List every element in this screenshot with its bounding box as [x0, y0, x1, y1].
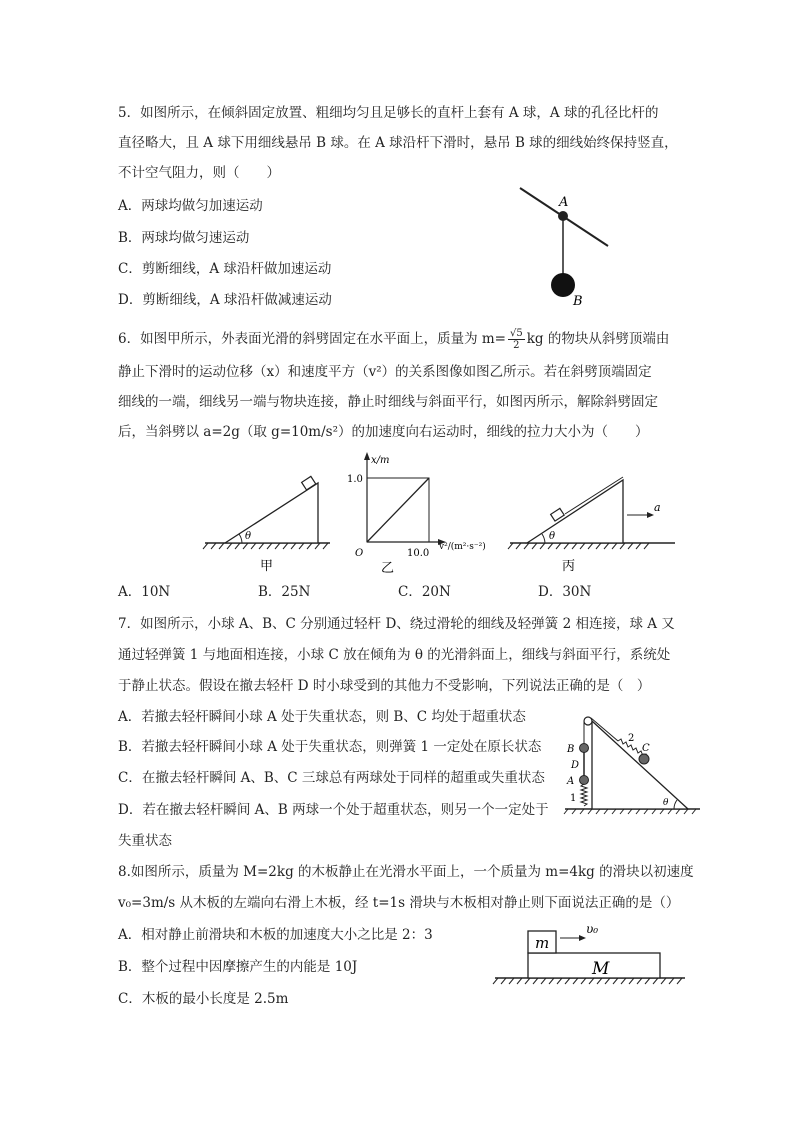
q6-stem-post: kg 的物块从斜劈顶端由: [526, 331, 670, 347]
q6-stem-line-2: 静止下滑时的运动位移（x）和速度平方（v²）的关系图像如图乙所示。若在斜劈顶端固定: [118, 364, 652, 380]
label-b: B: [573, 294, 583, 307]
q6-option-c: C．20N: [398, 584, 451, 600]
q7-stem-line-2: 通过轻弹簧 1 与地面相连接，小球 C 放在倾角为 θ 的光滑斜面上，细线与斜面平行，系统处: [118, 647, 671, 663]
label-m: m: [535, 934, 550, 952]
spring-1: [581, 784, 587, 806]
ball-a: [580, 776, 589, 785]
label-a: A: [567, 776, 575, 787]
q5-option-b: B．两球均做匀速运动: [118, 230, 250, 246]
q8-option-b: B．整个过程中因摩擦产生的内能是 10J: [118, 959, 358, 975]
q6-fig-bing: [505, 465, 680, 575]
q7-option-b: B．若撤去轻杆瞬间小球 A 处于失重状态，则弹簧 1 一定处在原长状态: [118, 739, 542, 755]
q7-option-c: C．在撤去轻杆瞬间 A、B、C 三球总有两球处于同样的超重或失重状态: [118, 770, 545, 786]
q6-option-b: B．25N: [258, 584, 311, 600]
label-theta: θ: [663, 798, 669, 808]
ball-b: [580, 744, 589, 753]
theta-label: θ: [549, 531, 556, 542]
q6-stem-line-4: 后，当斜劈以 a=2g（取 g=10m/s²）的加速度向右运动时，细线的拉力大小为（ ）: [118, 424, 649, 440]
q6-option-a: A．10N: [118, 584, 171, 600]
label-d: D: [571, 760, 580, 771]
q5-option-d: D．剪断细线，A 球沿杆做减速运动: [118, 292, 332, 308]
caption-yi: 乙: [381, 561, 395, 575]
q5-stem-line-1: 5．如图所示，在倾斜固定放置、粗细均匀且足够长的直杆上套有 A 球，A 球的孔径比杆的: [118, 105, 659, 121]
q6-stem-line-3: 细线的一端，细线另一端与物块连接，静止时细线与斜面平行，如图丙所示，解除斜劈固定: [118, 394, 658, 410]
q7-option-d-cont: 失重状态: [118, 833, 172, 849]
label-M: M: [592, 959, 610, 979]
label-v0: υ₀: [586, 922, 599, 936]
q8-stem-line-2: v₀=3m/s 从木板的左端向右滑上木板，经 t=1s 滑块与木板相对静止则下面说法正确的是（）: [118, 895, 680, 911]
q8-option-c: C．木板的最小长度是 2.5m: [118, 991, 289, 1007]
incline: [592, 721, 688, 809]
wedge: [225, 483, 318, 543]
q7-pulley-figure: [560, 713, 705, 816]
q5-option-a: A．两球均做匀加速运动: [118, 198, 263, 214]
graph-line: [367, 478, 429, 542]
q8-board-figure: [490, 918, 690, 996]
q7-stem-line-1: 7．如图所示，小球 A、B、C 分别通过轻杆 D、绕过滑轮的细线及轻弹簧 2 相连接，球 A 又: [118, 616, 675, 632]
origin-label: O: [355, 548, 364, 559]
q8-option-a: A．相对静止前滑块和木板的加速度大小之比是 2：3: [118, 927, 433, 943]
q6-stem-pre: 6．如图甲所示，外表面光滑的斜劈固定在水平面上，质量为 m=: [118, 331, 506, 347]
ball-b: [551, 273, 575, 297]
frac-num: √5: [510, 328, 523, 339]
q5-stem-line-2: 直径略大，且 A 球下用细线悬吊 B 球。在 A 球沿杆下滑时，悬吊 B 球的细线始终保持竖直，: [118, 135, 678, 151]
caption-bing: 丙: [562, 559, 576, 574]
frac-den: 2: [513, 340, 520, 351]
label-c: C: [642, 743, 650, 754]
wedge: [527, 480, 623, 543]
label-2: 2: [628, 733, 635, 744]
q6-mass-fraction: [508, 328, 525, 351]
caption-jia: 甲: [260, 559, 274, 574]
q6-fig-yi: [345, 450, 510, 575]
y-tick-label: 1.0: [347, 474, 363, 485]
q5-rod-ball-figure: [510, 182, 620, 307]
q6-stem-line-1: [118, 328, 669, 351]
q6-option-d: D．30N: [538, 584, 592, 600]
q6-fig-jia: [200, 465, 335, 575]
q7-option-d: D．若在撤去轻杆瞬间 A、B 两球一个处于超重状态，则另一个一定处于: [118, 802, 549, 818]
accel-label: a: [654, 501, 661, 514]
theta-label: θ: [245, 531, 252, 542]
pulley: [584, 717, 592, 725]
q5-option-c: C．剪断细线，A 球沿杆做加速运动: [118, 261, 332, 277]
q5-stem-line-3: 不计空气阻力，则（ ）: [118, 165, 280, 181]
label-a: A: [559, 195, 569, 210]
label-1: 1: [570, 793, 577, 804]
q8-stem-line-1: 8.如图所示，质量为 M=2kg 的木板静止在光滑水平面上，一个质量为 m=4kg 的滑块以初速度: [118, 864, 694, 880]
q7-stem-line-3: 于静止状态。假设在撤去轻杆 D 时小球受到的其他力不受影响，下列说法正确的是（ ）: [118, 678, 651, 694]
q7-option-a: A．若撤去轻杆瞬间小球 A 处于失重状态，则 B、C 均处于超重状态: [118, 709, 526, 725]
x-tick-label: 10.0: [407, 548, 430, 559]
x-axis-label: v²/(m²·s⁻²): [439, 542, 486, 552]
ball-c: [639, 754, 649, 764]
label-b: B: [567, 744, 575, 755]
y-axis-label: x/m: [371, 455, 390, 466]
